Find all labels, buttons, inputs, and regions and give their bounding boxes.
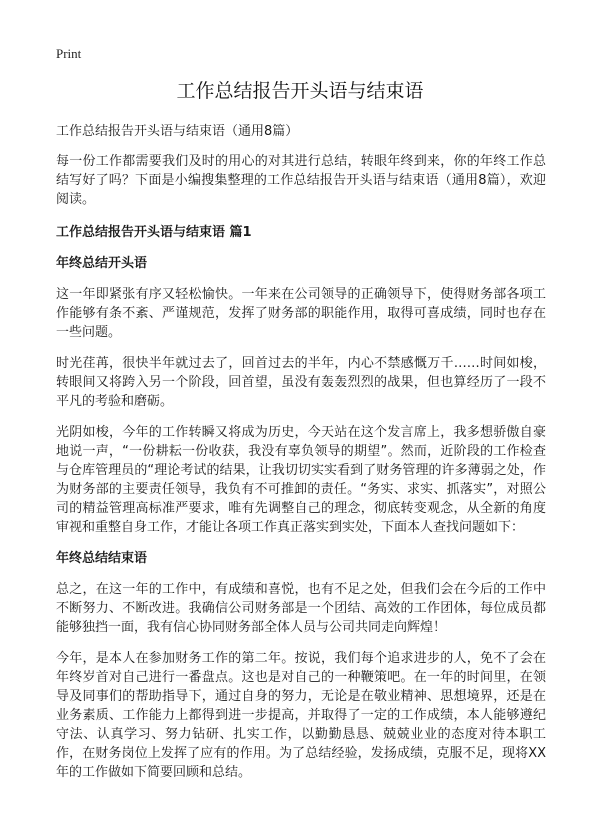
- section-closing: [56, 549, 546, 782]
- document-subtitle: 工作总结报告开头语与结束语（通用8篇）: [56, 124, 299, 139]
- section-heading: 年终总结结束语: [56, 551, 148, 566]
- section-opening: [56, 254, 546, 537]
- paragraph: 这一年即紧张有序又轻松愉快。一年来在公司领导的正确领导下，使得财务部各项工作能够有条不紊、严谨规范，发挥了财务部的职能作用，取得可喜成绩，同时也存在一些问题。: [56, 287, 546, 340]
- intro-paragraph: 每一份工作都需要我们及时的用心的对其进行总结，转眼年终到来，你的年终工作总结写好了吗？下面是小编搜集整理的工作总结报告开头语与结束语（通用8篇），欢迎阅读。: [56, 154, 546, 207]
- paragraph: 总之，在这一年的工作中，有成绩和喜悦，也有不足之处，但我们会在今后的工作中不断努力、不断改进。我确信公司财务部是一个团结、高效的工作团体，每位成员都能够独挡一面，我有信心协同财务部全体人员与公司共同走向辉煌！: [56, 582, 546, 635]
- section-heading: 年终总结开头语: [56, 256, 148, 271]
- paragraph: 时光荏苒，很快半年就过去了，回首过去的半年，内心不禁感慨万千……时间如梭，转眼间又将跨入另一个阶段，回首望，虽没有轰轰烈烈的战果，但也算经历了一段不平凡的考验和磨砺。: [56, 356, 546, 409]
- paragraph: 光阴如梭，今年的工作转瞬又将成为历史，今天站在这个发言席上，我多想骄傲自豪地说一声，“一份耕耘一份收获，我没有辜负领导的期望”。然而，近阶段的工作检查与仓库管理员的“理论考试的结果，让我切切实实看到了财务管理的许多薄弱之处，作为财务部的主要责任领导，我负有不可推卸的责任。“务实、求实、抓落实”，对照公司的精益管理高标准严要求，唯有先调整自己的理念，彻底转变观念，从全新的角度审视和重整自身工作，才能让各项工作真正落实到实处，下面本人查找问题如下：: [56, 425, 546, 535]
- page-title: 工作总结报告开头语与结束语: [176, 80, 424, 102]
- article-title: 工作总结报告开头语与结束语 篇1: [56, 225, 252, 240]
- paragraph: 今年，是本人在参加财务工作的第二年。按说，我们每个追求进步的人，免不了会在年终岁首对自己进行一番盘点。这也是对自己的一种鞭策吧。在一年的时间里，在领导及同事们的帮助指导下，通过自身的努力，无论是在敬业精神、思想境界，还是在业务素质、工作能力上都得到进一步提高，并取得了一定的工作成绩，本人能够遵纪守法、认真学习、努力钻研、扎实工作，以勤勤恳恳、兢兢业业的态度对待本职工作，在财务岗位上发挥了应有的作用。为了总结经验，发扬成绩，克服不足，现将XX年的工作做如下简要回顾和总结。: [56, 651, 546, 780]
- print-link[interactable]: Print: [56, 46, 82, 61]
- document-body: [56, 122, 546, 794]
